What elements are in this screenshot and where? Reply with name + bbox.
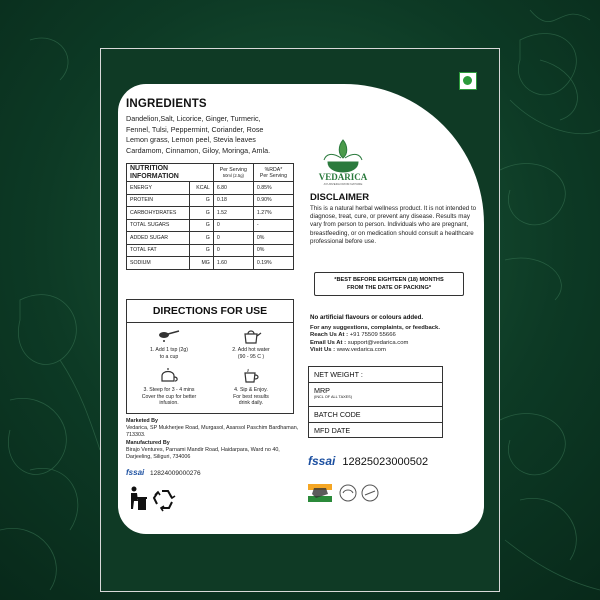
teaspoon-icon bbox=[158, 328, 180, 344]
make-in-india-icon bbox=[308, 484, 332, 502]
step-text-line: infusion. bbox=[159, 400, 179, 406]
nutrient-rda: 0% bbox=[253, 232, 293, 245]
certification-badges bbox=[308, 482, 398, 504]
marketed-label: Marketed By bbox=[126, 418, 159, 424]
step-text-line: 3. Steep for 3 - 4 mins bbox=[143, 387, 195, 393]
vedarica-logo bbox=[308, 136, 378, 186]
nutrient-rda: 0% bbox=[253, 244, 293, 257]
step-text-line: 1. Add 1 tsp (2g) bbox=[149, 347, 189, 353]
nutrition-title-1: NUTRITION bbox=[130, 165, 169, 172]
fssai-logo: fssai bbox=[126, 468, 145, 477]
batch-code-label: BATCH CODE bbox=[309, 407, 442, 423]
cruelty-free-icon bbox=[340, 485, 378, 501]
step-text-line: drink daily. bbox=[238, 400, 264, 406]
label-panel bbox=[118, 84, 484, 534]
nutrient-name: SODIUM bbox=[127, 257, 190, 270]
nutrient-name: TOTAL FAT bbox=[127, 244, 190, 257]
serving-col-1: Per Serving bbox=[219, 167, 247, 173]
website-url: www.vedarica.com bbox=[336, 347, 386, 354]
manufactured-text: Birajo Ventures, Parnami Mandir Road, Haidarpara, Ward no 40, Darjeeling, Siliguri, 734006 bbox=[126, 446, 280, 461]
nutrition-table bbox=[126, 163, 294, 270]
ingredients-heading: INGREDIENTS bbox=[126, 98, 207, 110]
nutrient-value: 1.60 bbox=[213, 257, 253, 270]
nutrient-value: 0 bbox=[213, 244, 253, 257]
nutrient-unit: G bbox=[189, 219, 213, 232]
mrp-label: MRP bbox=[314, 386, 330, 395]
veg-mark-icon bbox=[459, 72, 477, 90]
fssai-logo: fssai bbox=[308, 454, 336, 468]
visit-label: Visit Us : bbox=[310, 347, 336, 354]
best-before-line-1: *BEST BEFORE EIGHTEEN (18) MONTHS bbox=[334, 277, 444, 283]
nutrient-unit: KCAL bbox=[189, 182, 213, 195]
teapot-icon bbox=[158, 368, 180, 384]
nutrient-name: ENERGY bbox=[127, 182, 190, 195]
kettle-icon bbox=[240, 328, 262, 344]
step-text-line: 4. Sip & Enjoy. bbox=[234, 387, 268, 393]
marketed-text: Vedarica, SP Mukherjee Road, Murgasol, Asansol Paschim Bardhaman, 713303. bbox=[126, 425, 299, 439]
fssai-number: 12824009000276 bbox=[150, 470, 201, 477]
ingredients-text: Dandelion,Salt, Licorice, Ginger, Turmeric, Fennel, Tulsi, Peppermint, Coriander, Rose Lemon grass, Lemon peel, Stevia leaves Cardamom, Cinnamon, Giloy, Moringa, Amla. bbox=[126, 114, 271, 155]
nutrient-rda: 0.19% bbox=[253, 257, 293, 270]
nutrient-rda: 0.85% bbox=[253, 182, 293, 195]
directions-heading: DIRECTIONS FOR USE bbox=[127, 300, 293, 323]
mrp-row bbox=[309, 383, 442, 407]
serving-col-2: 50ml (2.5g) bbox=[222, 173, 244, 178]
rda-col-1: %RDA* bbox=[264, 166, 283, 173]
litter-bin-icon bbox=[131, 487, 147, 511]
nutrient-value: 0 bbox=[213, 219, 253, 232]
mfd-date-label: MFD DATE bbox=[314, 426, 351, 435]
disposal-icons bbox=[126, 485, 216, 518]
step-text-line: (90 - 95 C ) bbox=[237, 353, 265, 360]
fssai-license-small bbox=[126, 468, 201, 477]
brand-tagline: AYURVEDA FROM NATURE bbox=[323, 182, 363, 186]
cup-icon bbox=[240, 368, 262, 384]
nutrition-title-2: INFORMATION bbox=[130, 172, 179, 180]
step-text-line: to a cup bbox=[159, 353, 179, 360]
disclaimer-heading: DISCLAIMER bbox=[310, 192, 370, 203]
email-address: support@vedarica.com bbox=[347, 339, 409, 346]
nutrient-value: 1.52 bbox=[213, 207, 253, 220]
marketer-info bbox=[126, 418, 306, 461]
nutrient-name: CARBOHYDRATES bbox=[127, 207, 190, 220]
mrp-note: (INCL OF ALL TAXES) bbox=[314, 395, 352, 399]
directions-box bbox=[126, 299, 294, 414]
nutrient-rda: 1.27% bbox=[253, 207, 293, 220]
email-label: Email Us At : bbox=[310, 339, 347, 346]
table-row bbox=[127, 244, 294, 257]
direction-step-4 bbox=[211, 368, 291, 407]
step-text-line: 2. Add hot water bbox=[232, 347, 270, 353]
net-weight-label: NET WEIGHT : bbox=[309, 367, 442, 383]
table-row bbox=[127, 219, 294, 232]
nutrient-value: 0.18 bbox=[213, 194, 253, 207]
step-text-line: Cover the cup for better bbox=[141, 393, 197, 400]
feedback-line: For any suggestions, complaints, or feedback. bbox=[310, 325, 440, 331]
nutrient-unit: G bbox=[189, 207, 213, 220]
nutrient-unit: G bbox=[189, 244, 213, 257]
fssai-number: 12825023000502 bbox=[342, 456, 429, 468]
direction-step-1 bbox=[129, 328, 209, 360]
best-before-line-2: FROM THE DATE OF PACKING* bbox=[346, 284, 431, 291]
phone-number: +91 75509 55666 bbox=[349, 332, 396, 339]
reach-label: Reach Us At : bbox=[310, 332, 349, 339]
nutrient-unit: G bbox=[189, 194, 213, 207]
net-weight-box bbox=[308, 366, 443, 438]
rda-col-2: Per Serving bbox=[259, 172, 287, 179]
nutrient-name: PROTEIN bbox=[127, 194, 190, 207]
nutrient-name: ADDED SUGAR bbox=[127, 232, 190, 245]
nutrient-value: 0 bbox=[213, 232, 253, 245]
direction-step-3 bbox=[129, 368, 209, 407]
brand-name: VEDARICA bbox=[318, 172, 368, 182]
nutrient-rda: - bbox=[253, 219, 293, 232]
table-row bbox=[127, 257, 294, 270]
fssai-license-large bbox=[308, 454, 428, 468]
best-before-box bbox=[314, 272, 464, 296]
recycle-icon bbox=[154, 491, 175, 511]
nutrient-unit: MG bbox=[189, 257, 213, 270]
step-text-line: For best results bbox=[233, 393, 269, 400]
table-row bbox=[127, 194, 294, 207]
table-row bbox=[127, 182, 294, 195]
disclaimer-text: This is a natural herbal wellness product. It is not intended to diagnose, treat, cure, or prevent any disease. Results may vary from person to person. Individuals who are pregnant, breastfeeding, or on medication should consult a healthcare professional before use. bbox=[310, 205, 477, 245]
nutrient-value: 6.80 bbox=[213, 182, 253, 195]
manufactured-label: Manufactured By bbox=[126, 439, 170, 446]
nutrient-name: TOTAL SUGARS bbox=[127, 219, 190, 232]
direction-step-2 bbox=[211, 328, 291, 360]
no-artificial-note: No artificial flavours or colours added. bbox=[310, 314, 424, 321]
nutrient-unit: G bbox=[189, 232, 213, 245]
nutrient-rda: 0.90% bbox=[253, 194, 293, 207]
table-row bbox=[127, 207, 294, 220]
table-row bbox=[127, 232, 294, 245]
contact-info bbox=[310, 325, 480, 355]
